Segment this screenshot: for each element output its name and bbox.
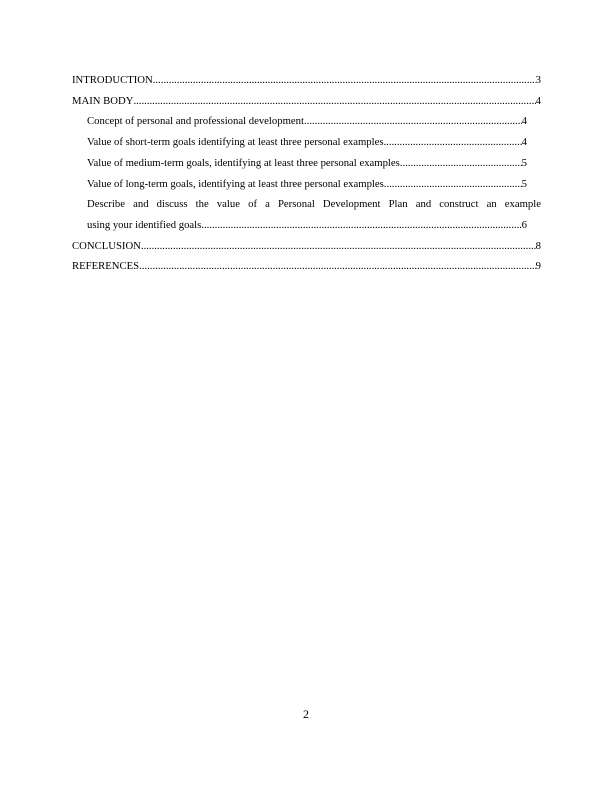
toc-entry-title: Value of long-term goals, identifying at least three personal examples [87, 177, 384, 190]
toc-entry-personal-development-plan[interactable] [72, 194, 541, 235]
toc-entry-page: 4 [535, 94, 541, 107]
toc-dot-leader [201, 215, 521, 236]
toc-dot-leader [383, 132, 521, 153]
toc-entry-title: CONCLUSION [72, 239, 141, 252]
toc-entry-conclusion[interactable] [72, 236, 541, 257]
toc-entry-short-term-goals[interactable] [72, 132, 527, 153]
toc-entry-continuation [72, 215, 527, 236]
toc-entry-title-line-1: Describe and discuss the value of a Personal Development Plan and construct an example [87, 198, 541, 211]
toc-entry-introduction[interactable] [72, 70, 541, 91]
toc-entry-references[interactable] [72, 256, 541, 277]
toc-entry-title: Value of medium-term goals, identifying at least three personal examples [87, 156, 400, 169]
toc-dot-leader [133, 91, 535, 112]
toc-dot-leader [400, 153, 522, 174]
toc-entry-long-term-goals[interactable] [72, 174, 527, 195]
toc-entry-page: 6 [521, 218, 527, 231]
toc-dot-leader [153, 70, 536, 91]
toc-entry-title: MAIN BODY [72, 94, 134, 107]
toc-entry-page: 4 [521, 115, 527, 128]
toc-entry-page: 9 [535, 260, 541, 273]
toc-entry-page: 5 [521, 177, 527, 190]
toc-entry-page: 3 [535, 74, 541, 86]
toc-entry-title: REFERENCES [72, 260, 140, 273]
toc-entry-title: Concept of personal and professional development [87, 115, 304, 128]
toc-entry-concept[interactable] [72, 111, 527, 132]
toc-entry-page: 5 [521, 156, 527, 169]
toc-entry-title: Value of short-term goals identifying at least three personal examples [87, 136, 384, 149]
toc-dot-leader [139, 256, 536, 277]
toc-dot-leader [384, 174, 522, 195]
toc-dot-leader [304, 111, 522, 132]
toc-entry-page: 4 [521, 136, 527, 149]
page-number: 2 [303, 707, 309, 721]
toc-entry-main-body[interactable] [72, 91, 541, 112]
toc-entry-page: 8 [535, 239, 541, 252]
toc-entry-title: INTRODUCTION [72, 74, 153, 86]
toc-entry-medium-term-goals[interactable] [72, 153, 527, 174]
table-of-contents [72, 70, 541, 277]
toc-entry-title-line-2: using your identified goals [87, 218, 202, 231]
toc-dot-leader [141, 236, 536, 257]
